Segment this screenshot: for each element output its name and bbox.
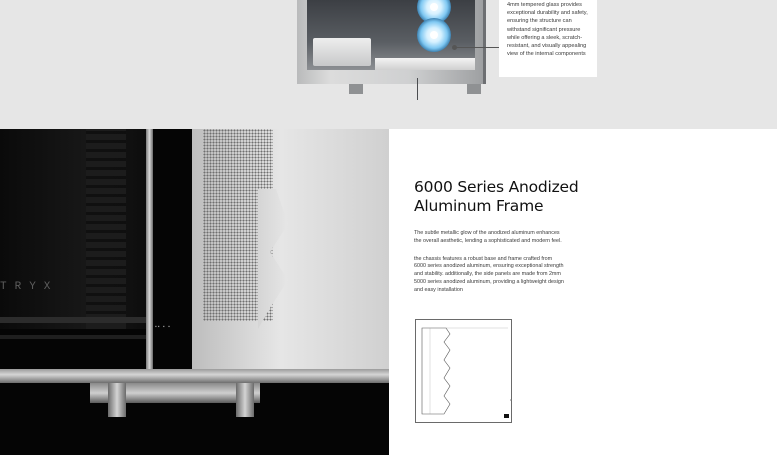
feature-paragraph bbox=[414, 256, 589, 295]
aluminum-frame-photo bbox=[0, 129, 389, 455]
case-leg bbox=[108, 383, 126, 417]
feature-title-line: Aluminum Frame bbox=[414, 197, 544, 215]
case-interior-photo bbox=[297, 0, 496, 101]
case-foot bbox=[349, 84, 363, 94]
aluminum-pillar bbox=[146, 129, 153, 369]
feature-paragraph-line: and stability. additionally, the side panels are made from 2mm bbox=[414, 271, 561, 278]
glass-callout-line: resistant, and visually appealing bbox=[507, 43, 587, 50]
feature-paragraph-line: 5000 series anodized aluminum, providing a lightweight design bbox=[414, 278, 564, 285]
glass-callout-line: while offering a sleek, scratch- bbox=[507, 34, 583, 41]
psu-shroud bbox=[313, 38, 371, 66]
panel-outline-icon bbox=[416, 320, 513, 424]
glass-callout-line: ensuring the structure can bbox=[507, 18, 572, 25]
callout-line bbox=[455, 47, 499, 48]
glass-feature-section bbox=[0, 0, 777, 129]
glass-callout-line: exceptional durability and safety, bbox=[507, 10, 588, 17]
feature-paragraph bbox=[414, 230, 589, 246]
feature-title bbox=[414, 178, 589, 216]
case-leg bbox=[236, 383, 254, 417]
feature-paragraph-line: and easy installation bbox=[414, 286, 463, 293]
case-foot bbox=[467, 84, 481, 94]
callout-pointer bbox=[417, 78, 418, 100]
glass-callout-line: 4mm tempered glass provides bbox=[507, 2, 582, 8]
io-ports-icon: ▪▪ ▪ ▪ bbox=[155, 324, 171, 330]
glass-callout-line: withstand significant pressure bbox=[507, 26, 581, 33]
gpu-card bbox=[375, 58, 475, 70]
aluminum-frame-feature bbox=[414, 178, 589, 295]
feature-paragraph-line: the chassis features a robust base and frame crafted from bbox=[414, 255, 553, 262]
feature-paragraph-line: The subtle metallic glow of the anodized aluminum enhances bbox=[414, 230, 560, 236]
feature-paragraph-line: the overall aesthetic, lending a sophisticated and modern feel. bbox=[414, 237, 562, 244]
side-panel-diagram bbox=[415, 319, 512, 423]
feature-paragraph-line: 6000 series anodized aluminum, ensuring exceptional strength bbox=[414, 263, 564, 270]
case-inner-frame bbox=[0, 129, 150, 329]
feature-title-line: 6000 Series Anodized bbox=[414, 178, 579, 196]
tryx-logo: TRYX bbox=[0, 281, 59, 293]
fan-icon bbox=[417, 18, 451, 52]
aluminum-base bbox=[0, 369, 389, 383]
glass-callout-card bbox=[499, 0, 597, 77]
glass-callout-line: view of the internal components bbox=[507, 51, 586, 58]
case-shelf bbox=[0, 317, 150, 323]
case-shelf bbox=[0, 335, 150, 339]
case-rack bbox=[86, 129, 126, 329]
